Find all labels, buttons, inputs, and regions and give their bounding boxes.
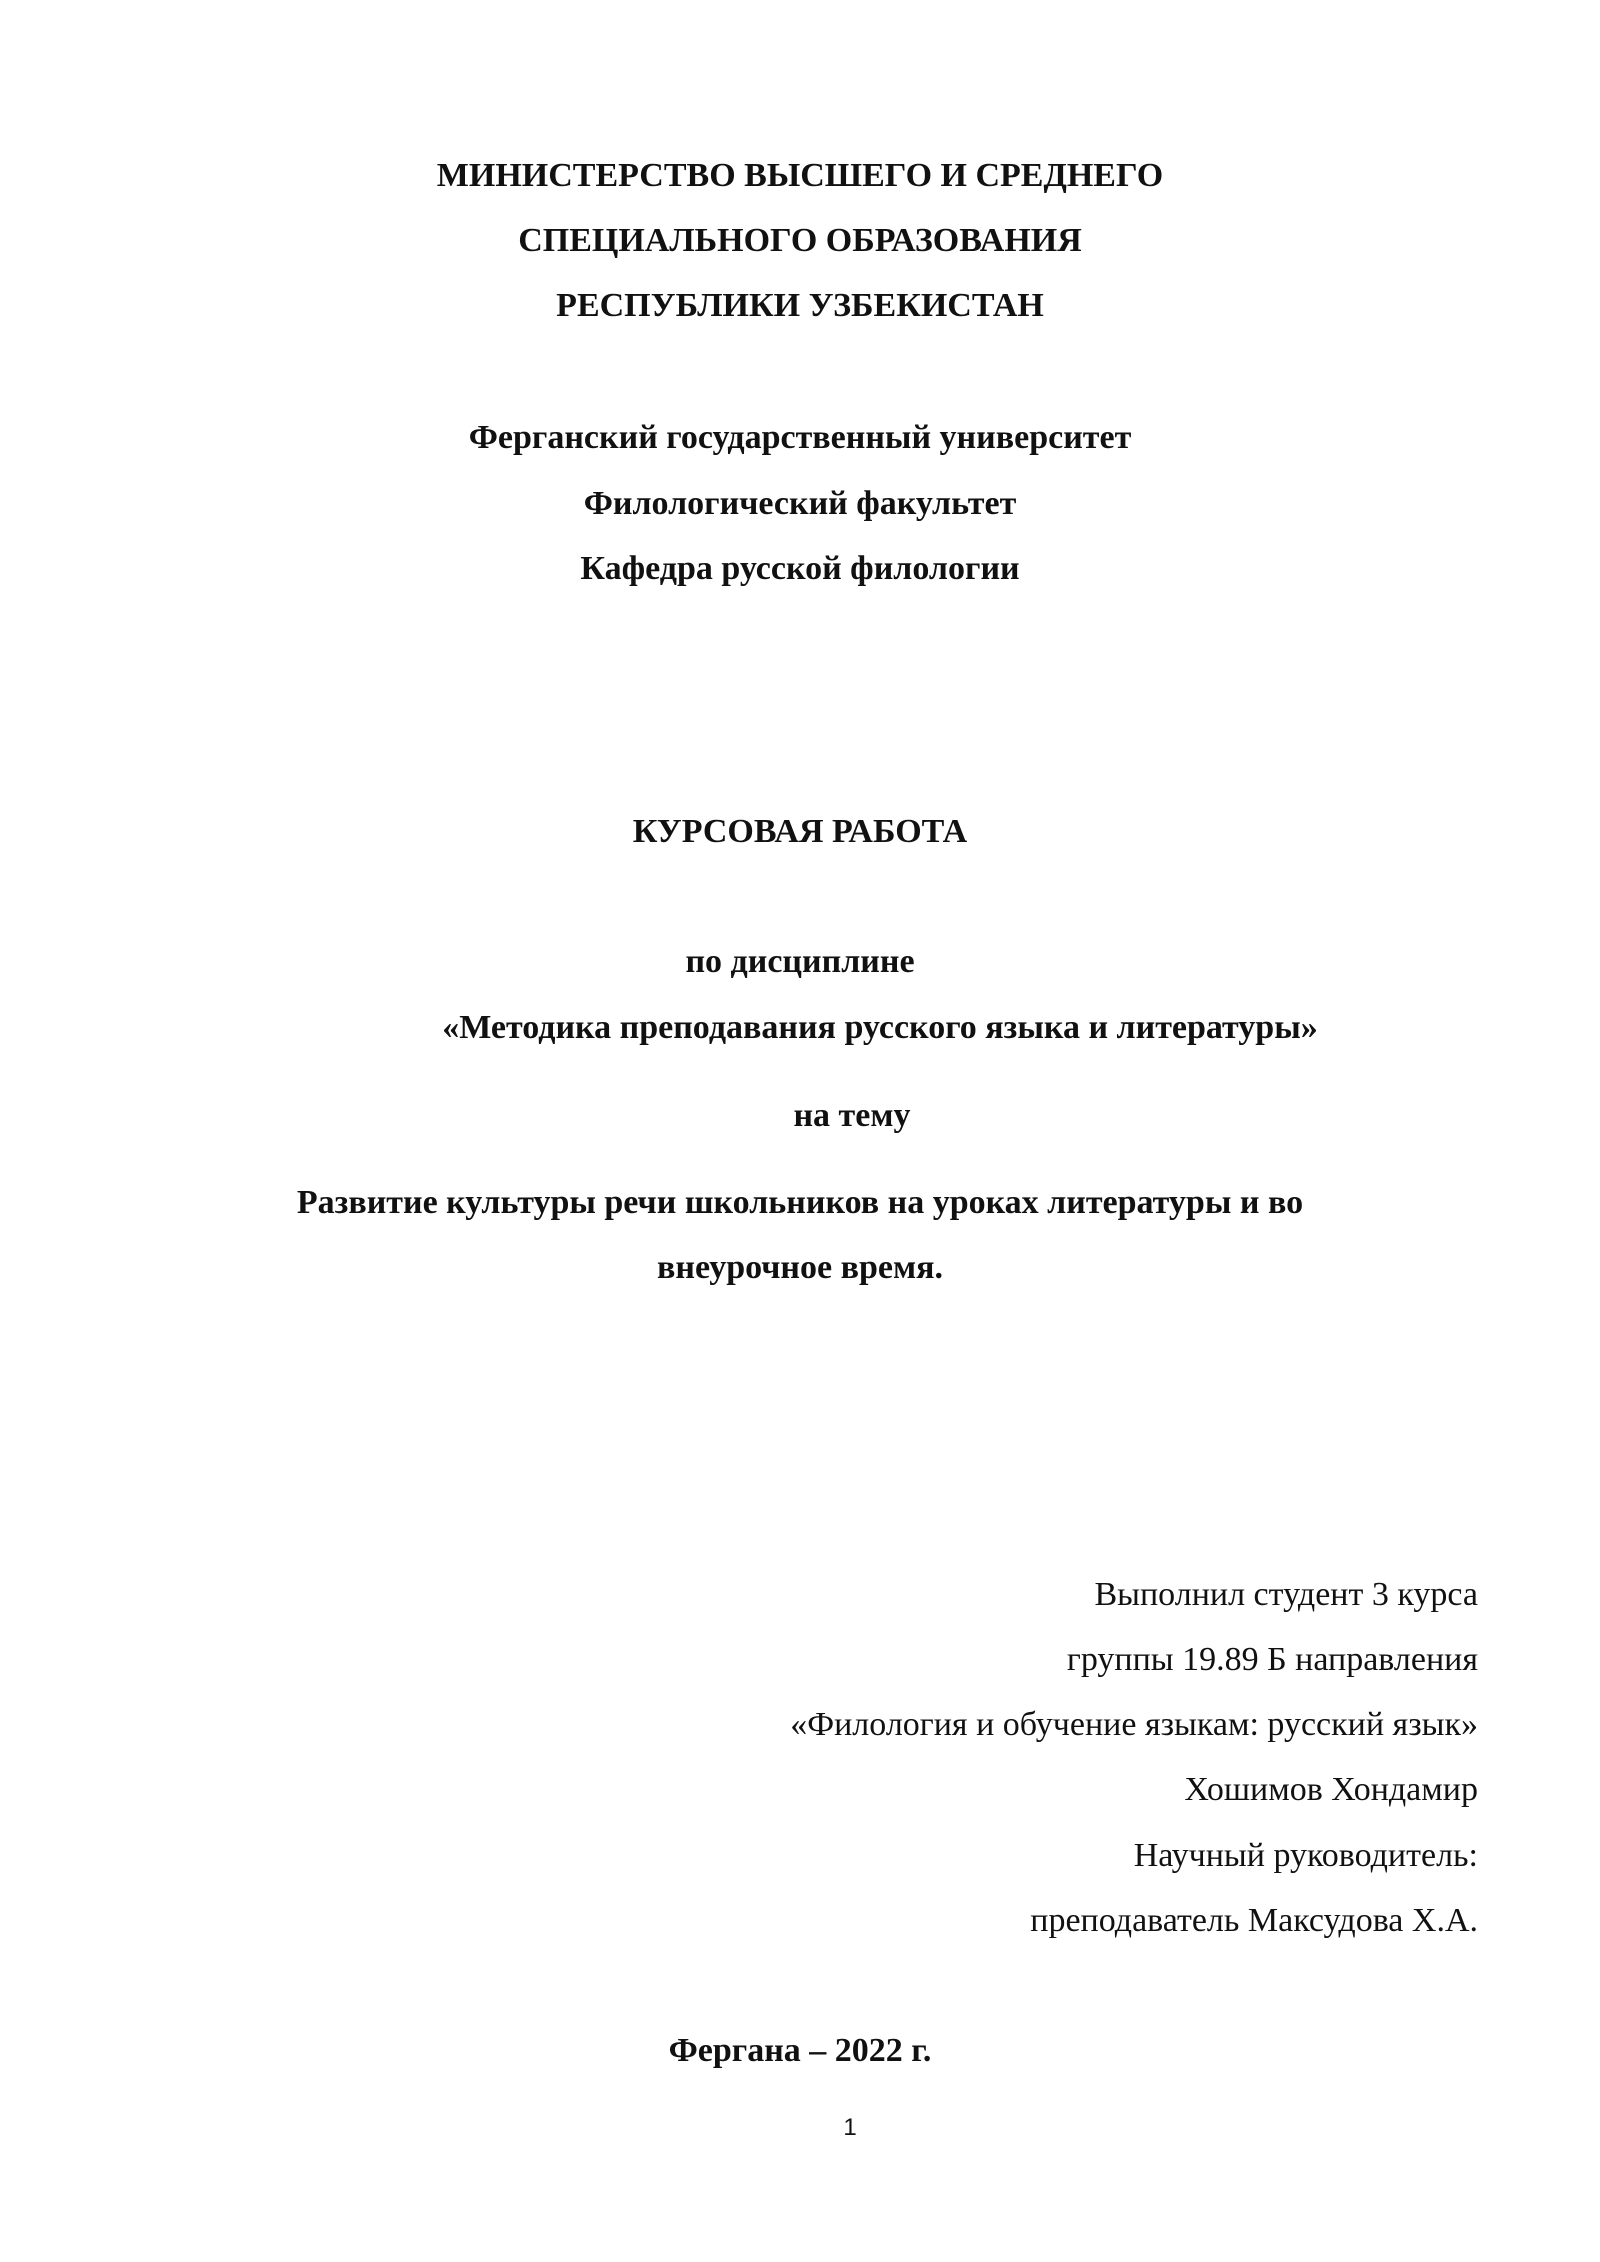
city-year: Фергана – 2022 г. [668,2032,932,2069]
author-line-direction: «Филология и обучение языкам: русский язык» [790,1706,1478,1743]
ministry-line-3: РЕСПУБЛИКИ УЗБЕКИСТАН [556,287,1044,324]
ministry-line-1: МИНИСТЕРСТВО ВЫСШЕГО И СРЕДНЕГО [436,157,1164,194]
topic-prefix: на тему [793,1097,911,1134]
topic-line-1: Развитие культуры речи школьников на уроках литературы и во [296,1184,1304,1221]
department-name: Кафедра русской филологии [580,550,1020,587]
discipline-name: «Методика преподавания русского языка и литературы» [442,1009,1318,1046]
document-type: КУРСОВАЯ РАБОТА [632,813,968,850]
discipline-prefix: по дисциплине [685,943,915,980]
supervisor-label: Научный руководитель: [1133,1837,1478,1874]
supervisor-name: преподаватель Максудова Х.А. [1030,1902,1478,1939]
author-name: Хошимов Хондамир [1184,1771,1478,1808]
topic-line-2: внеурочное время. [657,1249,943,1286]
faculty-name: Филологический факультет [583,485,1017,522]
author-line-student: Выполнил студент 3 курса [1094,1576,1478,1613]
page-number: 1 [843,2114,857,2141]
author-line-group: группы 19.89 Б направления [1066,1641,1478,1678]
ministry-line-2: СПЕЦИАЛЬНОГО ОБРАЗОВАНИЯ [518,222,1082,259]
university-name: Ферганский государственный университет [468,419,1132,456]
